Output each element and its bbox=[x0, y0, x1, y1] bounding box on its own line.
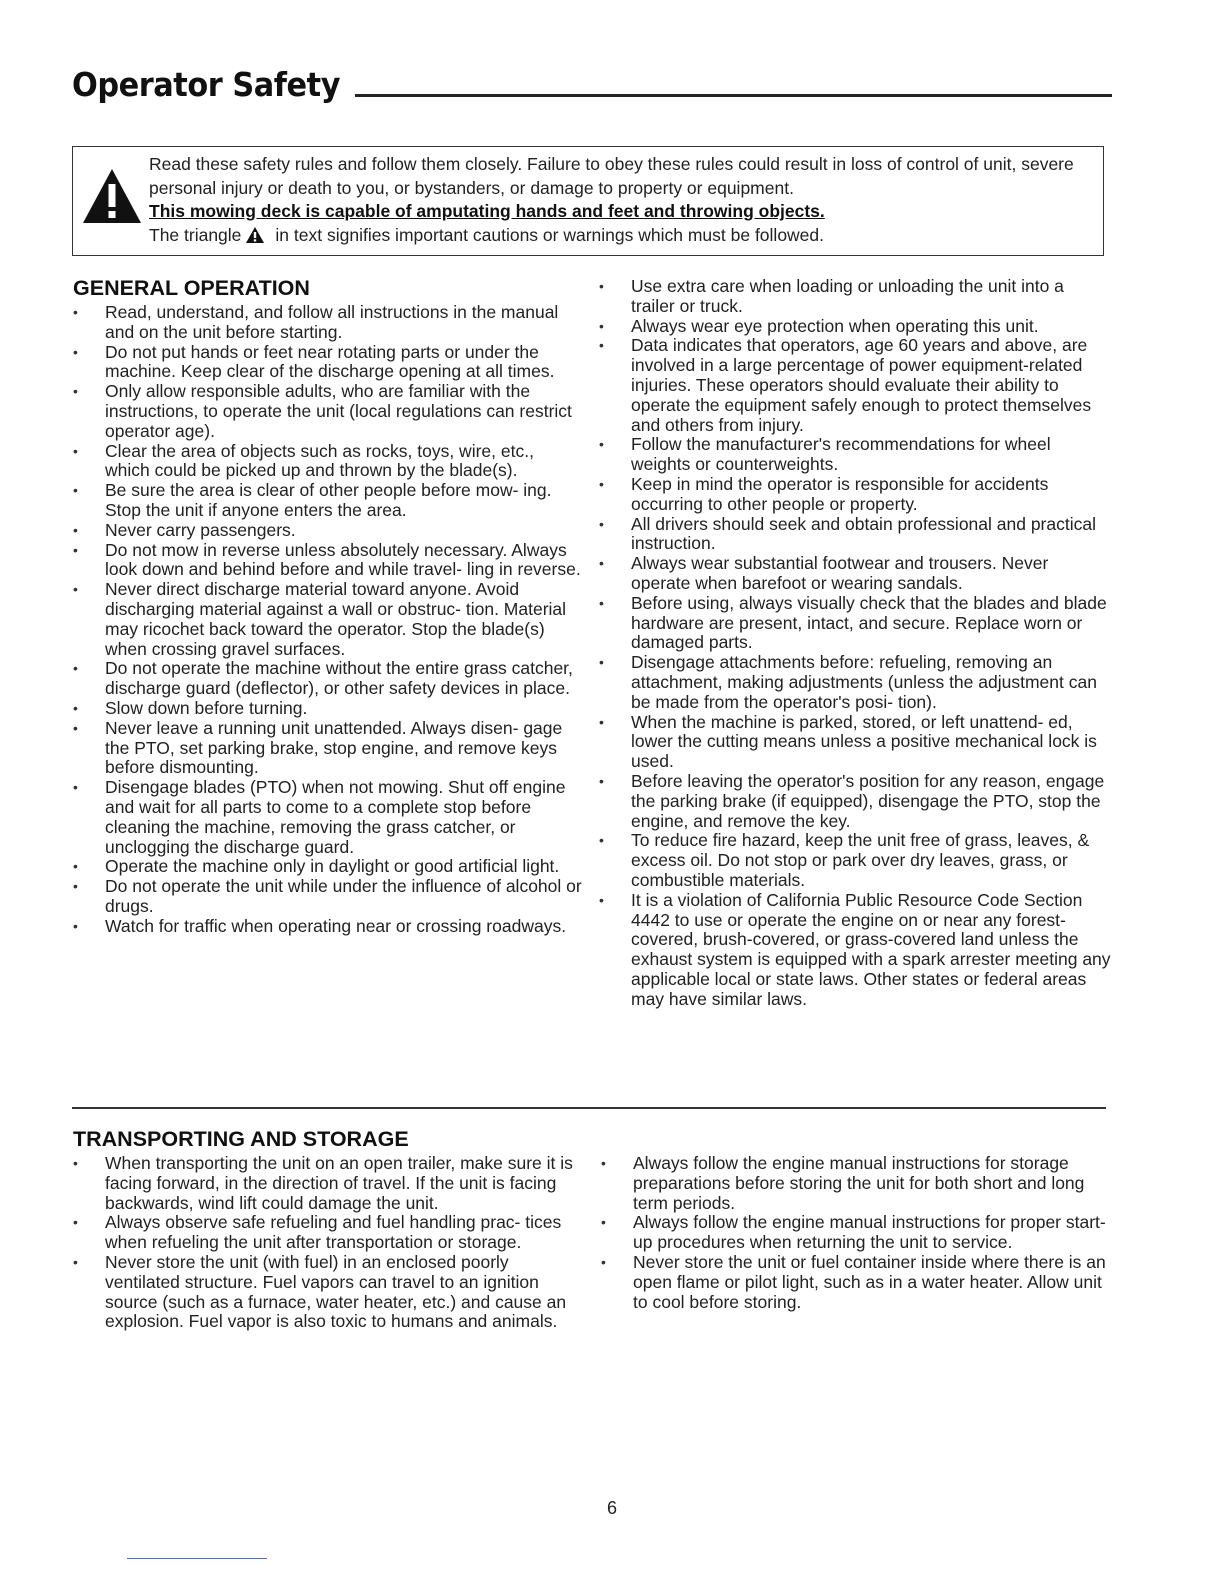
warning-triangle-icon bbox=[81, 167, 143, 225]
list-item: • Always observe safe refueling and fuel handling prac- tices when refueling the unit after transportation or storage. bbox=[73, 1213, 583, 1253]
list-item: • Do not mow in reverse unless absolutely necessary. Always look down and behind before and while travel- ling in reverse. bbox=[73, 541, 583, 581]
list-item: • Do not operate the unit while under the influence of alcohol or drugs. bbox=[73, 877, 583, 917]
page-title-text: Operator Safety bbox=[72, 65, 341, 104]
list-item: • It is a violation of California Public Resource Code Section 4442 to use or operate the engine on or near any forest-covered, brush-covered, or grass-covered land unless the exhaust system is equipped with a spark arrester meeting any applicable local or state laws. Other states or federal areas may have similar laws. bbox=[599, 891, 1111, 1010]
list-item: • Clear the area of objects such as rocks, toys, wire, etc., which could be picked up and thrown by the blade(s). bbox=[73, 442, 583, 482]
list-item: • Always wear eye protection when operating this unit. bbox=[599, 317, 1111, 337]
general-operation-right-list bbox=[599, 277, 1111, 1009]
list-item: • Disengage attachments before: refueling, removing an attachment, making adjustments (unless the adjustment can be made from the operator's posi- tion). bbox=[599, 653, 1111, 712]
list-item: • Never direct discharge material toward anyone. Avoid discharging material against a wall or obstruc- tion. Material may ricochet back toward the operator. Stop the blade(s) when crossing gravel surfaces. bbox=[73, 580, 583, 659]
inline-warning-triangle-icon bbox=[245, 226, 265, 244]
general-operation-heading: GENERAL OPERATION bbox=[73, 276, 310, 300]
list-item: • Use extra care when loading or unloading the unit into a trailer or truck. bbox=[599, 277, 1111, 317]
title-rule bbox=[355, 94, 1112, 97]
triangle-note-pre: The triangle bbox=[149, 224, 242, 245]
list-item: • To reduce fire hazard, keep the unit free of grass, leaves, & excess oil. Do not stop or park over dry leaves, grass, or combustible materials. bbox=[599, 831, 1111, 890]
general-operation-left-column bbox=[73, 275, 583, 937]
page-number: 6 bbox=[606, 1498, 617, 1518]
list-item: • Slow down before turning. bbox=[73, 699, 583, 719]
general-operation-left-list bbox=[73, 303, 583, 937]
warning-text bbox=[149, 153, 1099, 247]
list-item: • Be sure the area is clear of other people before mow- ing. Stop the unit if anyone enters the area. bbox=[73, 481, 583, 521]
list-item: • Always follow the engine manual instructions for proper start-up procedures when returning the unit to service. bbox=[601, 1213, 1111, 1253]
transporting-left-list bbox=[73, 1154, 583, 1332]
list-item: • Watch for traffic when operating near or crossing roadways. bbox=[73, 917, 583, 937]
transporting-left-column bbox=[73, 1126, 583, 1332]
page-title bbox=[72, 66, 1112, 104]
footer-line bbox=[127, 1558, 267, 1559]
list-item: • Operate the machine only in daylight or good artificial light. bbox=[73, 857, 583, 877]
list-item: • Never store the unit (with fuel) in an enclosed poorly ventilated structure. Fuel vapors can travel to an ignition source (such as a furnace, water heater, etc.) and cause an explosion. Fuel vapor is also toxic to humans and animals. bbox=[73, 1253, 583, 1332]
list-item: • Never carry passengers. bbox=[73, 521, 583, 541]
list-item: • Do not operate the machine without the entire grass catcher, discharge guard (deflector), or other safety devices in place. bbox=[73, 659, 583, 699]
transporting-right-column bbox=[601, 1154, 1111, 1312]
list-item: • Disengage blades (PTO) when not mowing. Shut off engine and wait for all parts to come to a complete stop before cleaning the machine, removing the grass catcher, or unclogging the discharge guard. bbox=[73, 778, 583, 857]
list-item: • Never store the unit or fuel container inside where there is an open flame or pilot light, such as in a water heater. Allow unit to cool before storing. bbox=[601, 1253, 1111, 1312]
list-item: • Always follow the engine manual instructions for storage preparations before storing the unit for both short and long term periods. bbox=[601, 1154, 1111, 1213]
list-item: • Do not put hands or feet near rotating parts or under the machine. Keep clear of the discharge opening at all times. bbox=[73, 343, 583, 383]
list-item: • All drivers should seek and obtain professional and practical instruction. bbox=[599, 515, 1111, 555]
transporting-heading: TRANSPORTING AND STORAGE bbox=[73, 1127, 409, 1151]
list-item: • Always wear substantial footwear and trousers. Never operate when barefoot or wearing sandals. bbox=[599, 554, 1111, 594]
list-item: • Before using, always visually check that the blades and blade hardware are present, intact, and secure. Replace worn or damaged parts. bbox=[599, 594, 1111, 653]
general-operation-right-column bbox=[599, 277, 1111, 1009]
warning-emphasis: This mowing deck is capable of amputating hands and feet and throwing objects. bbox=[149, 201, 825, 221]
list-item: • Never leave a running unit unattended. Always disen- gage the PTO, set parking brake, stop engine, and remove keys before dismounting. bbox=[73, 719, 583, 778]
list-item: • When the machine is parked, stored, or left unattend- ed, lower the cutting means unless a positive mechanical lock is used. bbox=[599, 713, 1111, 772]
section-divider bbox=[72, 1107, 1106, 1109]
list-item: • When transporting the unit on an open trailer, make sure it is facing forward, in the direction of travel. If the unit is facing backwards, wind lift could damage the unit. bbox=[73, 1154, 583, 1213]
triangle-note-post: in text signifies important cautions or warnings which must be followed. bbox=[275, 224, 825, 245]
list-item: • Keep in mind the operator is responsible for accidents occurring to other people or property. bbox=[599, 475, 1111, 515]
triangle-note bbox=[149, 224, 1099, 248]
list-item: • Only allow responsible adults, who are familiar with the instructions, to operate the unit (local regulations can restrict operator age). bbox=[73, 382, 583, 441]
safety-warning-box bbox=[72, 146, 1104, 256]
list-item: • Follow the manufacturer's recommendations for wheel weights or counterweights. bbox=[599, 435, 1111, 475]
warning-line: Read these safety rules and follow them closely. Failure to obey these rules could result in loss of control of unit, severe personal injury or death to you, or bystanders, or damage to property or equipment. bbox=[149, 154, 1074, 198]
transporting-right-list bbox=[601, 1154, 1111, 1312]
list-item: • Read, understand, and follow all instructions in the manual and on the unit before starting. bbox=[73, 303, 583, 343]
list-item: • Data indicates that operators, age 60 years and above, are involved in a large percentage of power equipment-related injuries. These operators should evaluate their ability to operate the equipment safely enough to protect themselves and others from injury. bbox=[599, 336, 1111, 435]
list-item: • Before leaving the operator's position for any reason, engage the parking brake (if equipped), disengage the PTO, stop the engine, and remove the key. bbox=[599, 772, 1111, 831]
